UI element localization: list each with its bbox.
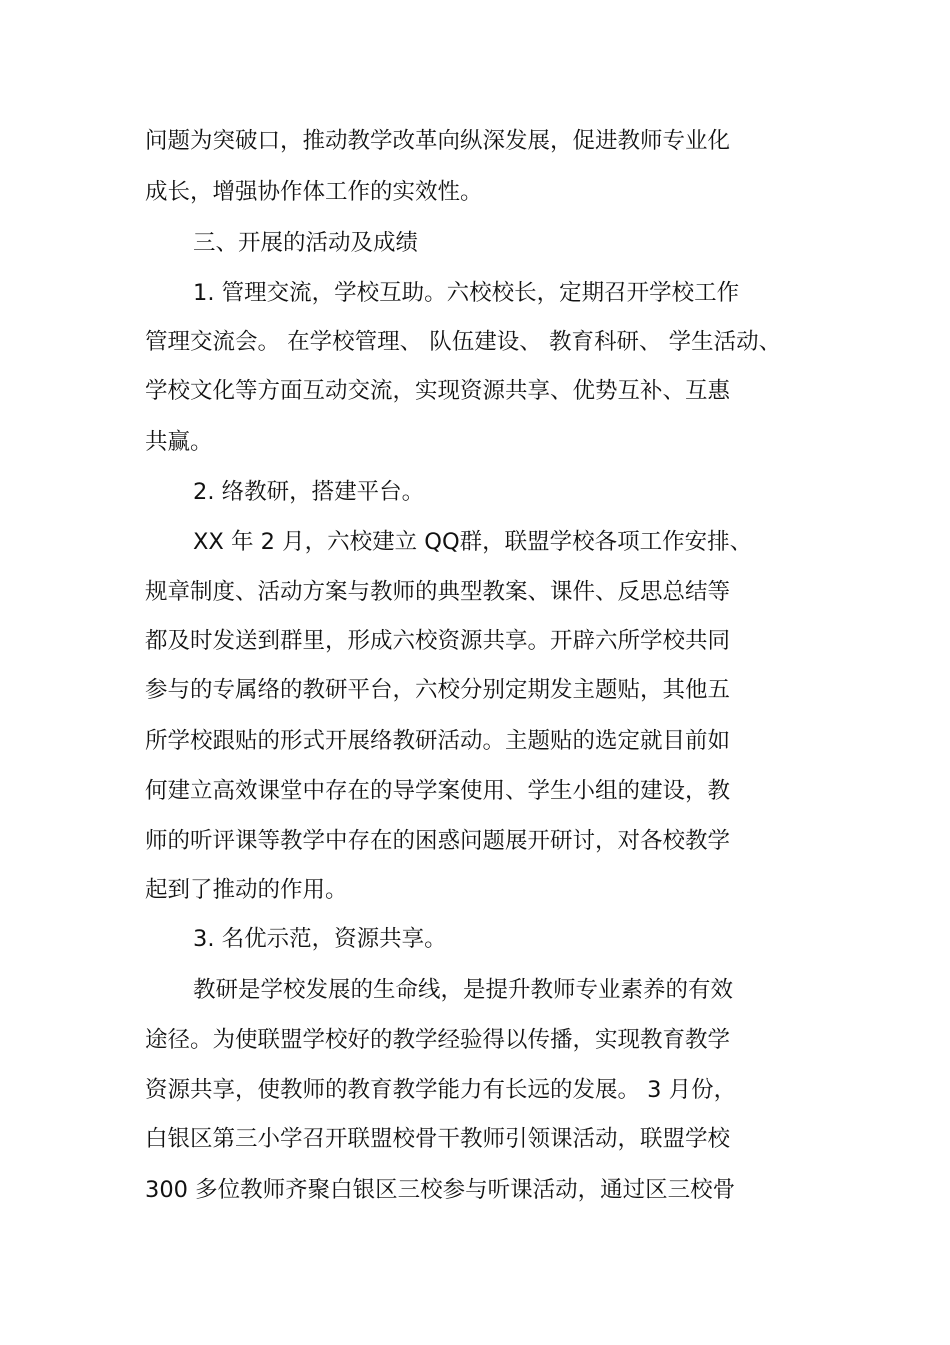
text-line: 白银区第三小学召开联盟校骨干教师引领课活动，联盟学校 <box>145 1126 731 1152</box>
text-line: 途径。为使联盟学校好的教学经验得以传播，实现教育教学 <box>145 1027 731 1053</box>
text-line: 都及时发送到群里，形成六校资源共享。开辟六所学校共同 <box>145 628 731 654</box>
text-line: 规章制度、活动方案与教师的典型教案、课件、反思总结等 <box>145 579 731 605</box>
text-line: 资源共享，使教师的教育教学能力有长远的发展。 3 月份， <box>145 1077 737 1103</box>
text-line: 300 多位教师齐聚白银区三校参与听课活动，通过区三校骨 <box>145 1177 736 1203</box>
text-line: 1. 管理交流，学校互助。六校校长，定期召开学校工作 <box>193 280 740 306</box>
text-line: 教研是学校发展的生命线，是提升教师专业素养的有效 <box>193 977 734 1003</box>
text-line: 3. 名优示范，资源共享。 <box>193 926 447 952</box>
text-line: 所学校跟贴的形式开展络教研活动。主题贴的选定就目前如 <box>145 728 731 754</box>
section-heading: 三、开展的活动及成绩 <box>193 230 419 256</box>
text-line: 师的听评课等教学中存在的困惑问题展开研讨，对各校教学 <box>145 828 731 854</box>
text-line: 共赢。 <box>145 429 213 455</box>
text-line: XX 年 2 月，六校建立 QQ群，联盟学校各项工作安排、 <box>193 529 753 555</box>
text-line: 参与的专属络的教研平台，六校分别定期发主题贴，其他五 <box>145 677 731 703</box>
text-line: 管理交流会。 在学校管理、 队伍建设、 教育科研、 学生活动、 <box>145 329 782 355</box>
text-line: 学校文化等方面互动交流，实现资源共享、优势互补、互惠 <box>145 378 731 404</box>
text-line: 何建立高效课堂中存在的导学案使用、学生小组的建设，教 <box>145 778 731 804</box>
text-line: 2. 络教研，搭建平台。 <box>193 479 425 505</box>
text-line: 问题为突破口，推动教学改革向纵深发展，促进教师专业化 <box>145 128 731 154</box>
text-line: 起到了推动的作用。 <box>145 877 348 903</box>
text-line: 成长，增强协作体工作的实效性。 <box>145 179 483 205</box>
